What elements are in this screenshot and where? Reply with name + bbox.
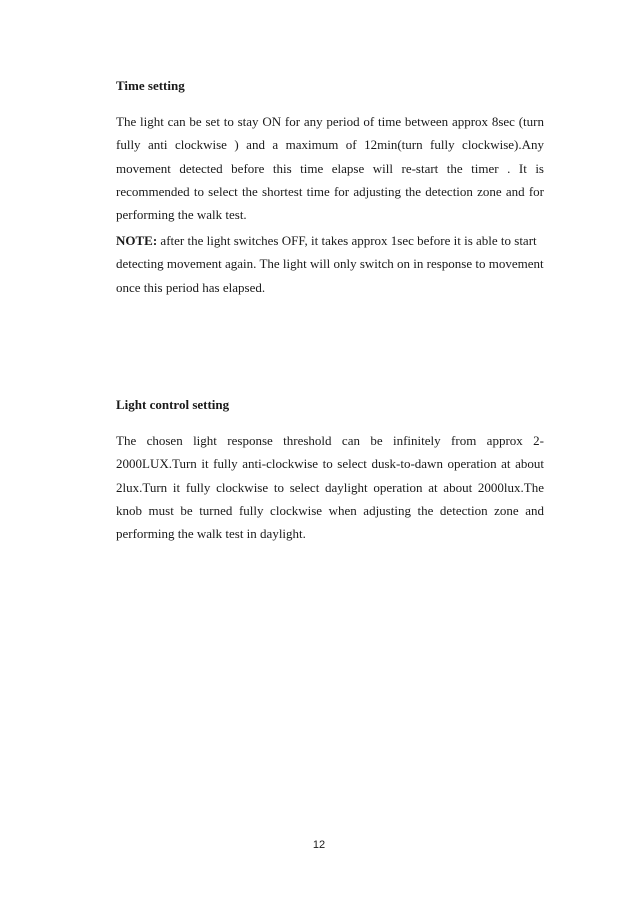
note-paragraph: [116, 229, 544, 299]
note-label: NOTE:: [116, 233, 158, 248]
time-setting-paragraph: The light can be set to stay ON for any period of time between approx 8sec (turn fully anti clockwise ) and a maximum of 12min(turn fully clockwise).Any movement detected before this time elapse will re-start the timer . It is recommended to select the shortest time for adjusting the detection zone and for performing the walk test.: [116, 114, 544, 223]
page-number: 12: [312, 839, 326, 851]
time-setting-heading: Time setting: [116, 78, 185, 93]
note-text: after the light switches OFF, it takes approx 1sec before it is able to start detecting movement again. The light will only switch on in response to movement once this period has elapsed.: [116, 233, 544, 295]
light-control-heading: Light control setting: [116, 397, 230, 412]
light-control-paragraph: The chosen light response threshold can be infinitely from approx 2-2000LUX.Turn it fully anti-clockwise to select dusk-to-dawn operation at about 2lux.Turn it fully clockwise to select daylight operation at about 2000lux.The knob must be turned fully clockwise when adjusting the detection zone and performing the walk test in daylight.: [116, 433, 544, 542]
